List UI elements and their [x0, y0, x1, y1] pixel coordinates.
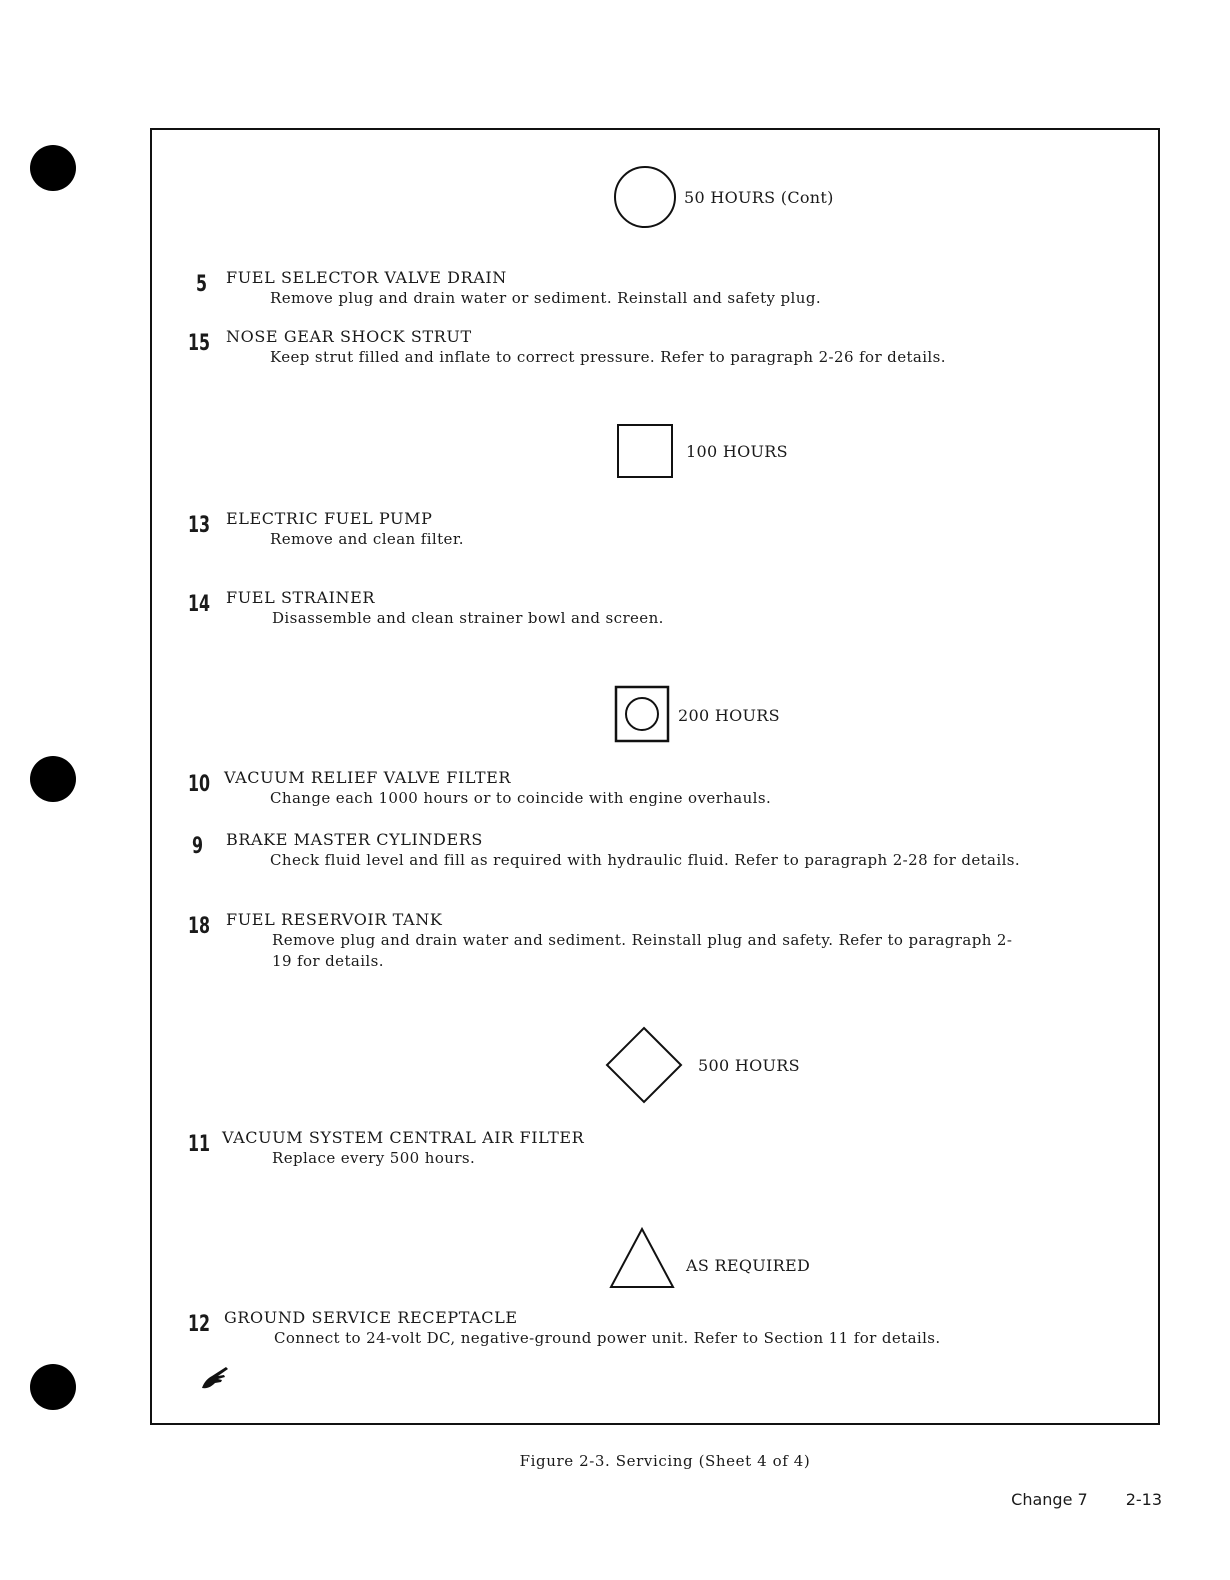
item-number: 10: [188, 772, 211, 797]
item-title: VACUUM SYSTEM CENTRAL AIR FILTER: [222, 1128, 585, 1147]
item-description: Connect to 24-volt DC, negative-ground power unit. Refer to Section 11 for details.: [274, 1329, 941, 1347]
interval-label: 200 HOURS: [678, 705, 780, 725]
item-number: 12: [188, 1312, 211, 1337]
item-description: Keep strut filled and inflate to correct pressure. Refer to paragraph 2-26 for details.: [270, 348, 946, 366]
interval-label: 50 HOURS (Cont): [684, 187, 834, 207]
item-description: Disassemble and clean strainer bowl and screen.: [272, 609, 664, 627]
pointing-hand-icon: [200, 1364, 232, 1392]
item-number: 13: [188, 513, 211, 538]
item-title: FUEL SELECTOR VALVE DRAIN: [226, 268, 507, 287]
page-number: 2-13: [1125, 1490, 1162, 1509]
interval-as-required: [608, 1226, 810, 1290]
interval-label: 100 HOURS: [686, 441, 788, 461]
interval-label: AS REQUIRED: [686, 1255, 811, 1275]
item-title: VACUUM RELIEF VALVE FILTER: [224, 768, 512, 787]
diamond-icon: [604, 1025, 684, 1105]
item-number: 14: [188, 592, 211, 617]
item-description: Change each 1000 hours or to coincide with engine overhauls.: [270, 789, 772, 807]
square-circle-icon: [614, 685, 672, 745]
change-number: Change 7: [1011, 1490, 1088, 1509]
item-title: FUEL STRAINER: [226, 588, 376, 607]
interval-50-hours: [612, 164, 834, 230]
item-title: BRAKE MASTER CYLINDERS: [226, 830, 483, 849]
item-number: 15: [188, 331, 211, 356]
circle-icon: [612, 164, 678, 230]
triangle-icon: [608, 1226, 676, 1290]
item-number: 18: [188, 914, 211, 939]
item-description: Check fluid level and fill as required with hydraulic fluid. Refer to paragraph 2-28 for details.: [270, 851, 1021, 869]
interval-label: 500 HOURS: [698, 1055, 800, 1075]
item-title: ELECTRIC FUEL PUMP: [226, 509, 433, 528]
item-title: FUEL RESERVOIR TANK: [226, 910, 443, 929]
interval-100-hours: [616, 423, 788, 479]
item-title: NOSE GEAR SHOCK STRUT: [226, 327, 472, 346]
interval-200-hours: [614, 685, 780, 745]
punch-hole-middle: [30, 756, 76, 802]
item-description: Remove plug and drain water or sediment. Reinstall and safety plug.: [270, 289, 821, 307]
item-description: Remove plug and drain water and sediment. Reinstall plug and safety. Refer to paragraph 2-19 for details.: [272, 931, 1013, 970]
item-description: Replace every 500 hours.: [272, 1149, 476, 1167]
item-number: 9: [192, 834, 204, 859]
punch-hole-top: [30, 145, 76, 191]
punch-hole-bottom: [30, 1364, 76, 1410]
square-icon: [616, 423, 674, 479]
interval-500-hours: [604, 1025, 800, 1105]
servicing-frame: [150, 128, 1160, 1425]
item-description: Remove and clean filter.: [270, 530, 464, 548]
page-footer: [1011, 1490, 1162, 1509]
figure-caption: Figure 2-3. Servicing (Sheet 4 of 4): [519, 1452, 811, 1470]
item-title: GROUND SERVICE RECEPTACLE: [224, 1308, 518, 1327]
item-number: 5: [196, 272, 208, 297]
item-number: 11: [188, 1132, 211, 1157]
